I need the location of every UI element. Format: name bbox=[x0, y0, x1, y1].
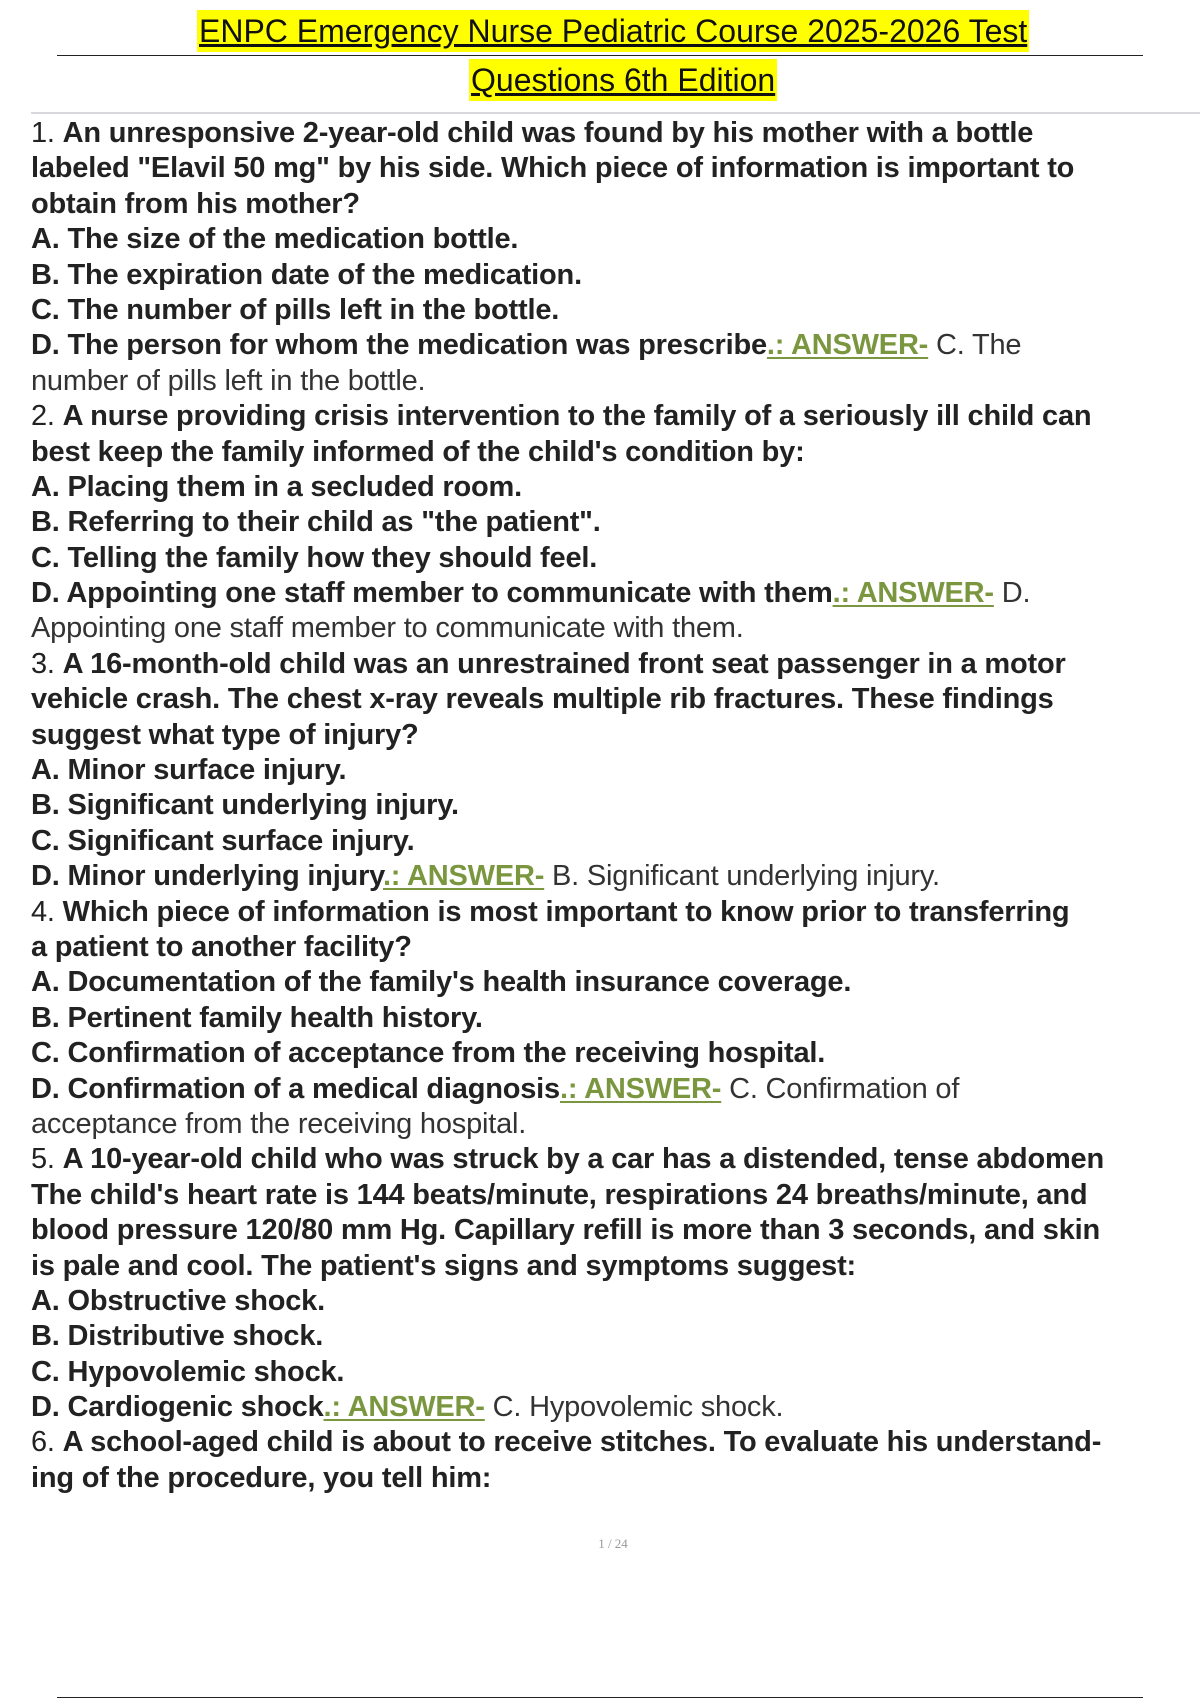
text-line bbox=[31, 328, 1200, 363]
text-line bbox=[31, 1319, 1200, 1354]
text-line bbox=[31, 788, 1200, 823]
question-text: best keep the family informed of the child's condition by: bbox=[31, 435, 805, 468]
text-line bbox=[31, 576, 1200, 611]
title-line-1: ENPC Emergency Nurse Pediatric Course 2025-2026 Test bbox=[197, 10, 1029, 52]
question-text: is pale and cool. The patient's signs and symptoms suggest: bbox=[31, 1249, 856, 1282]
text-line bbox=[31, 116, 1200, 151]
text-line bbox=[31, 1178, 1200, 1213]
text-line bbox=[31, 965, 1200, 1000]
text-line bbox=[31, 541, 1200, 576]
text-line bbox=[31, 824, 1200, 859]
question-text: B. The expiration date of the medication. bbox=[31, 258, 582, 291]
question-text: The child's heart rate is 144 beats/minute, respirations 24 breaths/minute, and bbox=[31, 1178, 1088, 1211]
question-text: A. Placing them in a secluded room. bbox=[31, 470, 522, 503]
question-text: A nurse providing crisis intervention to the family of a seriously ill child can bbox=[62, 400, 1092, 433]
question-number: 1. bbox=[31, 117, 63, 149]
question-text: B. Significant underlying injury. bbox=[31, 789, 459, 822]
footer-divider bbox=[57, 1697, 1143, 1698]
answer-tag: .: ANSWER- bbox=[832, 577, 994, 610]
text-line bbox=[31, 930, 1200, 965]
text-line bbox=[31, 1036, 1200, 1071]
text-line bbox=[31, 435, 1200, 470]
question-text: B. Referring to their child as "the patient". bbox=[31, 506, 601, 539]
question-text: D. The person for whom the medication was prescribe bbox=[31, 329, 767, 362]
question-number: 4. bbox=[31, 895, 63, 928]
text-line bbox=[31, 1072, 1200, 1107]
text-line bbox=[31, 1425, 1200, 1460]
question-number: 3. bbox=[31, 647, 63, 680]
question-text: D. Confirmation of a medical diagnosis bbox=[31, 1072, 560, 1105]
question-text: blood pressure 120/80 mm Hg. Capillary refill is more than 3 seconds, and skin bbox=[31, 1214, 1101, 1247]
question-number: 6. bbox=[31, 1426, 63, 1459]
answer-text: B. Significant underlying injury. bbox=[544, 860, 940, 893]
text-line bbox=[31, 682, 1200, 717]
question-text: C. The number of pills left in the bottle. bbox=[31, 293, 560, 326]
text-line bbox=[31, 1355, 1200, 1390]
question-text: obtain from his mother? bbox=[31, 187, 360, 220]
question-text: A. Obstructive shock. bbox=[31, 1284, 325, 1317]
question-text: A. Documentation of the family's health insurance coverage. bbox=[31, 966, 852, 999]
question-text: C. Hypovolemic shock. bbox=[31, 1355, 345, 1388]
question-text: A 16-month-old child was an unrestrained front seat passenger in a motor bbox=[62, 647, 1066, 680]
content-divider bbox=[31, 112, 1200, 114]
text-line bbox=[31, 1001, 1200, 1036]
text-line bbox=[31, 1461, 1200, 1496]
text-line bbox=[31, 1249, 1200, 1284]
text-line bbox=[31, 293, 1200, 328]
question-number: 2. bbox=[31, 400, 63, 433]
answer-tag: .: ANSWER- bbox=[559, 1072, 722, 1105]
answer-text: number of pills left in the bottle. bbox=[31, 364, 426, 397]
text-line bbox=[31, 895, 1200, 930]
text-line bbox=[31, 1142, 1200, 1177]
text-line bbox=[31, 505, 1200, 540]
text-line bbox=[31, 258, 1200, 293]
text-line bbox=[31, 1107, 1200, 1142]
text-line bbox=[31, 859, 1200, 894]
title-line-2: Questions 6th Edition bbox=[469, 59, 777, 101]
page-number: 1 / 24 bbox=[598, 1536, 628, 1551]
text-line bbox=[31, 399, 1200, 434]
question-text: C. Confirmation of acceptance from the receiving hospital. bbox=[31, 1037, 826, 1070]
question-list bbox=[31, 116, 1200, 1496]
question-text: B. Pertinent family health history. bbox=[31, 1001, 483, 1034]
answer-text: C. Confirmation of bbox=[721, 1072, 960, 1105]
question-text: A 10-year-old child who was struck by a car has a distended, tense abdomen bbox=[62, 1143, 1104, 1176]
question-text: B. Distributive shock. bbox=[31, 1320, 324, 1353]
question-text: ing of the procedure, you tell him: bbox=[31, 1461, 492, 1494]
answer-tag: .: ANSWER- bbox=[323, 1391, 485, 1424]
question-text: vehicle crash. The chest x-ray reveals multiple rib fractures. These findings bbox=[31, 683, 1054, 716]
title-divider bbox=[57, 55, 1143, 56]
question-text: D. Cardiogenic shock bbox=[31, 1391, 324, 1424]
question-text: suggest what type of injury? bbox=[31, 718, 419, 751]
question-text: D. Minor underlying injury bbox=[31, 860, 383, 893]
question-text: labeled "Elavil 50 mg" by his side. Which piece of information is important to bbox=[31, 152, 1075, 185]
text-line bbox=[31, 222, 1200, 257]
answer-text: C. Hypovolemic shock. bbox=[484, 1391, 784, 1424]
answer-text: C. The bbox=[928, 329, 1022, 362]
question-text: C. Significant surface injury. bbox=[31, 824, 415, 857]
question-text: An unresponsive 2-year-old child was found by his mother with a bottle bbox=[62, 117, 1034, 149]
answer-text: Appointing one staff member to communicate with them. bbox=[31, 612, 744, 645]
text-line bbox=[31, 753, 1200, 788]
answer-tag: .: ANSWER- bbox=[766, 329, 929, 362]
answer-text: acceptance from the receiving hospital. bbox=[31, 1107, 527, 1140]
question-text: D. Appointing one staff member to communicate with them bbox=[31, 577, 833, 610]
answer-tag: .: ANSWER- bbox=[382, 860, 545, 893]
text-line bbox=[31, 187, 1200, 222]
question-text: a patient to another facility? bbox=[31, 930, 412, 963]
question-text: A. Minor surface injury. bbox=[31, 754, 347, 787]
question-text: A school-aged child is about to receive stitches. To evaluate his understand- bbox=[62, 1426, 1102, 1459]
text-line bbox=[31, 1284, 1200, 1319]
question-text: A. The size of the medication bottle. bbox=[31, 223, 519, 256]
question-text: Which piece of information is most important to know prior to transferring bbox=[62, 895, 1070, 928]
text-line bbox=[31, 647, 1200, 682]
text-line bbox=[31, 718, 1200, 753]
text-line bbox=[31, 364, 1200, 399]
question-text: C. Telling the family how they should feel. bbox=[31, 541, 598, 574]
question-number: 5. bbox=[31, 1143, 63, 1176]
text-line bbox=[31, 1390, 1200, 1425]
answer-text: D. bbox=[993, 577, 1031, 610]
text-line bbox=[31, 151, 1200, 186]
text-line bbox=[31, 470, 1200, 505]
text-line bbox=[31, 1213, 1200, 1248]
text-line bbox=[31, 611, 1200, 646]
